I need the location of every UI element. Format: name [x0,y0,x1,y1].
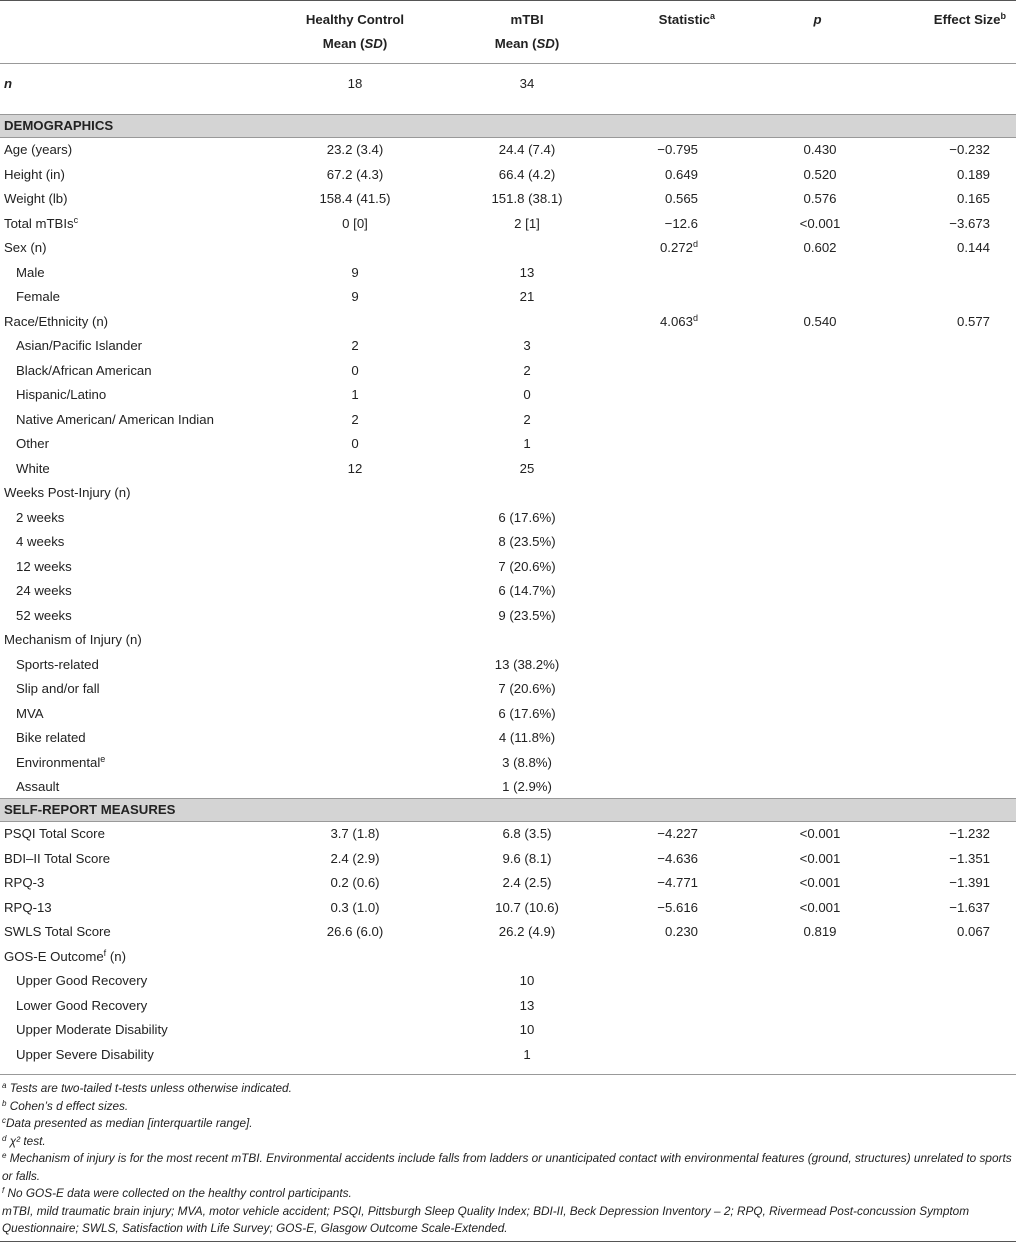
row-label-text: SWLS Total Score [4,924,111,939]
end-rule [0,1241,1016,1242]
p-value: 0.540 [803,313,837,329]
table-row [0,920,1016,944]
table-row [0,432,1016,456]
n-row [0,72,1016,96]
footnote-text: mTBI, mild traumatic brain injury; MVA, motor vehicle accident; PSQI, Pittsburgh Sleep Quality Index; BDI-II, Beck Depression Inventory – 2; RPQ, Rivermead Post-concussion Symptom Questionnaire; SWLS, Satisfaction with Life Survey; GOS-E, Glasgow Outcome Scale-Extended. [2,1203,970,1235]
p-value: <0.001 [799,875,841,890]
statistic-text: 4.063 [659,313,693,329]
row-label-text: Race/Ethnicity (n) [4,313,109,329]
healthy-control-value: 2 [351,411,359,427]
row-label-text: Height (in) [4,166,65,182]
healthy-control-value: 0 [351,436,359,451]
table-row [0,383,1016,407]
footnote-text: Cohen’s d effect sizes. [6,1098,129,1113]
row-label-text: Mechanism of Injury (n) [4,632,142,647]
section-self-report: SELF-REPORT MEASURES [0,798,1016,822]
mtbi-value: 7 (20.6%) [498,681,556,696]
effect-size-value: −0.232 [949,142,990,157]
table-row [0,1018,1016,1042]
table-row [0,359,1016,383]
row-label [4,628,142,652]
table-row [0,138,1016,162]
row-label-text: Native American/ American Indian [16,411,214,427]
row-label [16,359,152,383]
row-label [16,457,50,481]
mtbi-value: 66.4 (4.2) [498,166,556,182]
row-label-text: Slip and/or fall [16,681,100,696]
p-value: 0.602 [803,240,837,255]
mtbi-value: 26.2 (4.9) [498,924,556,939]
row-label-text: Sports-related [16,656,99,672]
footnote-mark: b [2,1098,7,1108]
row-label-text: Sex (n) [4,240,47,255]
mtbi-value: 2 [1] [514,215,540,231]
row-label-text: Bike related [16,730,86,745]
footnote [2,1203,1012,1238]
row-label-text: Upper Good Recovery [16,973,148,988]
header-healthy-control-sub: Mean (SD) [322,36,388,51]
row-label-text: Hispanic/Latino [16,387,107,402]
row-label [16,677,100,701]
effect-size-value: −1.232 [949,826,990,841]
mtbi-value: 9 (23.5%) [498,607,556,623]
row-label [16,604,72,628]
row-label [4,896,52,920]
row-label-text: White [16,460,50,476]
row-label-footnote-mark: f [103,947,107,958]
row-label-text: Total mTBIs [4,215,74,231]
mtbi-value: 13 [519,264,535,280]
row-label-text: Assault [16,779,60,794]
mtbi-value: 151.8 (38.1) [491,191,563,206]
table-row [0,969,1016,993]
mtbi-value: 2.4 (2.5) [502,875,552,890]
table-row [0,261,1016,285]
header-mtbi [462,8,592,56]
statistic-text: −12.6 [664,215,698,231]
p-value: <0.001 [799,215,841,231]
statistic-value [600,212,698,236]
healthy-control-value: 0.2 (0.6) [330,875,380,890]
header-p: p [813,12,822,27]
mtbi-value: 10 [519,1022,535,1037]
table-row [0,555,1016,579]
row-label-text: Upper Moderate Disability [16,1022,168,1037]
healthy-control-value: 158.4 (41.5) [319,191,391,206]
statistic-text: 0.565 [664,191,698,206]
table-row [0,726,1016,750]
healthy-control-value: 2.4 (2.9) [330,850,380,866]
effect-size-value: 0.067 [956,924,990,939]
row-label [4,212,78,236]
statistic-footnote-mark: d [692,312,698,323]
table-row [0,579,1016,603]
row-label-text: Age (years) [4,142,73,157]
effect-size-value: −1.391 [949,875,990,890]
table-row [0,822,1016,846]
row-label-suffix: (n) [106,948,126,964]
row-label [16,261,45,285]
table-row [0,187,1016,211]
mtbi-value: 3 [523,338,531,353]
row-label [16,1043,154,1067]
mtbi-value: 1 [523,436,531,451]
table-row [0,847,1016,871]
statistic-text: −4.227 [657,826,698,841]
table-row [0,653,1016,677]
effect-size-value: 0.189 [956,166,990,182]
healthy-control-value: 12 [347,460,363,476]
row-label-text: 2 weeks [16,509,65,525]
row-label [4,822,105,846]
mtbi-value: 4 (11.8%) [498,730,556,745]
table-row [0,212,1016,236]
row-label-text: RPQ-3 [4,875,45,890]
table-row [0,945,1016,969]
row-label-text: Black/African American [16,362,152,378]
row-label [4,138,72,162]
mtbi-value: 1 [523,1046,531,1062]
header-mtbi-sub: Mean (SD) [494,36,560,51]
p-value: <0.001 [799,826,841,841]
footnote [2,1098,1012,1116]
mtbi-value: 6 (17.6%) [498,509,556,525]
effect-size-value: −3.673 [949,215,990,231]
table-row [0,310,1016,334]
row-label-text: BDI–II Total Score [4,850,111,866]
row-label [16,775,59,799]
mtbi-value: 13 (38.2%) [494,656,560,672]
footnote [2,1150,1012,1185]
table-row [0,285,1016,309]
row-label [4,871,44,895]
mtbi-value: 1 (2.9%) [502,779,552,794]
table-footnotes [2,1080,1012,1238]
healthy-control-value: 23.2 (3.4) [326,142,384,157]
row-label-text: Asian/Pacific Islander [16,338,143,353]
table-row [0,702,1016,726]
statistic-text: −4.636 [657,850,698,866]
statistic-text: −0.795 [657,142,698,157]
row-label-text: 12 weeks [16,558,72,574]
statistic-value [600,187,698,211]
header-effect-size: Effect Size$^b$ [933,11,1006,27]
effect-size-value: −1.637 [949,899,990,915]
p-value: 0.430 [803,142,837,157]
mtbi-value: 10.7 (10.6) [495,899,559,915]
statistic-value [600,871,698,895]
mtbi-value: 25 [519,460,535,476]
row-label-text: 4 weeks [16,534,65,549]
header-healthy-control-title: Healthy Control [305,12,405,27]
row-label [4,920,111,944]
row-label-text: Male [16,264,45,280]
table-row [0,236,1016,260]
statistic-value [600,138,698,162]
footnote [2,1133,1012,1151]
row-label-text: Weight (lb) [4,191,68,206]
row-label [4,163,65,187]
mtbi-value: 6 (14.7%) [498,583,556,598]
row-label-text: Female [16,289,60,304]
mtbi-value: 7 (20.6%) [498,558,556,574]
effect-size-value: 0.165 [956,191,990,206]
row-label [16,555,72,579]
footnote [2,1185,1012,1203]
table-row [0,994,1016,1018]
healthy-control-value: 67.2 (4.3) [326,166,384,182]
p-value: <0.001 [799,850,841,866]
statistic-value [600,920,698,944]
mtbi-value: 21 [519,289,535,304]
n-label: n [4,76,13,91]
n-healthy-control: 18 [347,76,363,91]
top-rule [0,0,1016,1]
mtbi-value: 2 [523,411,531,427]
table-row [0,604,1016,628]
effect-size-value: −1.351 [949,850,990,866]
effect-size-value: 0.577 [956,313,990,329]
row-label [16,726,86,750]
healthy-control-value: 0 [0] [342,215,368,231]
statistic-footnote-mark: d [692,239,698,249]
mtbi-value: 3 (8.8%) [502,754,552,770]
healthy-control-value: 2 [351,338,359,353]
table-row [0,506,1016,530]
row-label [16,751,105,775]
healthy-control-value: 1 [351,387,359,402]
row-label [16,334,142,358]
header-rule [0,63,1016,64]
row-label-text: Other [16,436,49,451]
row-label [16,653,99,677]
footnote [2,1080,1012,1098]
row-label-text: 24 weeks [16,583,72,598]
statistic-value [600,163,698,187]
mtbi-value: 9.6 (8.1) [502,850,552,866]
header-healthy-control [290,8,420,56]
n-mtbi: 34 [519,76,535,91]
row-label-text: GOS-E Outcome [4,948,104,964]
row-label [16,408,214,432]
footnote-mark: f [2,1186,5,1195]
mtbi-value: 24.4 (7.4) [498,142,556,157]
table-row [0,775,1016,799]
statistic-value [600,847,698,871]
statistic-text: 0.649 [664,166,698,182]
row-label-footnote-mark: c [73,214,79,225]
table-row [0,408,1016,432]
row-label [16,530,64,554]
row-label [16,579,72,603]
mtbi-value: 13 [519,997,535,1013]
header-mtbi-title: mTBI [510,12,544,27]
row-label-text: Environmental [16,754,101,770]
row-label-text: MVA [16,705,44,721]
healthy-control-value: 0.3 (1.0) [330,899,380,915]
effect-size-value: 0.144 [956,240,990,255]
mtbi-value: 6 (17.6%) [498,705,556,721]
row-label [16,383,106,407]
healthy-control-value: 9 [351,289,359,304]
healthy-control-value: 3.7 (1.8) [330,826,380,841]
healthy-control-value: 9 [351,264,359,280]
row-label-text: Weeks Post-Injury (n) [4,485,131,500]
footnote-mark: a [2,1081,7,1090]
table-header [0,8,1016,64]
statistic-text: −5.616 [657,899,698,915]
p-value: 0.819 [803,924,837,939]
row-label [4,945,126,969]
row-label [16,506,64,530]
footnote-text: Data presented as median [interquartile range]. [6,1116,253,1130]
statistic-value [600,310,698,334]
table-row [0,481,1016,505]
row-label [16,969,147,993]
footnote-mark: c [2,1116,6,1125]
header-statistic: Statistic$^a$ [658,11,715,27]
healthy-control-value: 0 [351,362,359,378]
table-row [0,1043,1016,1067]
footnote [2,1115,1012,1133]
footnote-text: χ² test. [6,1133,46,1148]
table-row [0,751,1016,775]
row-label [16,285,60,309]
bottom-rule [0,1074,1016,1075]
section-demographics: DEMOGRAPHICS [0,114,1016,138]
footnote-mark: d [2,1133,7,1143]
row-label-text: Lower Good Recovery [16,997,148,1013]
row-label-text: PSQI Total Score [4,826,105,841]
row-label [16,432,49,456]
table-row [0,628,1016,652]
statistic-text: 0.230 [664,924,698,939]
table-row [0,871,1016,895]
row-label-text: 52 weeks [16,607,72,623]
row-label-text: RPQ-13 [4,899,52,915]
statistic-value [600,236,698,260]
row-label-footnote-mark: e [100,753,106,764]
row-label [4,187,68,211]
mtbi-value: 2 [523,362,531,378]
row-label [4,847,110,871]
row-label [4,310,108,334]
healthy-control-value: 26.6 (6.0) [326,924,384,939]
mtbi-value: 8 (23.5%) [498,534,556,549]
mtbi-value: 0 [523,387,531,402]
table-row [0,677,1016,701]
statistic-value [600,822,698,846]
p-value: 0.520 [803,166,837,182]
row-label-text: Upper Severe Disability [16,1046,154,1062]
footnote-text: Mechanism of injury is for the most recent mTBI. Environmental accidents include falls from ladders or unanticipated contact with environmental features (ground, structures) unrelated to sports or falls. [2,1151,1012,1183]
mtbi-value: 6.8 (3.5) [502,826,552,841]
table-row [0,334,1016,358]
table-row [0,896,1016,920]
mtbi-value: 10 [519,973,535,988]
row-label [4,236,47,260]
p-value: 0.576 [803,191,837,206]
statistic-text: −4.771 [657,875,698,890]
table-row [0,530,1016,554]
footnote-mark: e [2,1151,7,1160]
row-label [16,702,44,726]
table-row [0,457,1016,481]
footnote-text: Tests are two-tailed t-tests unless otherwise indicated. [6,1081,292,1095]
table-row [0,163,1016,187]
statistic-value [600,896,698,920]
row-label [4,481,131,505]
row-label [16,1018,168,1042]
p-value: <0.001 [799,899,841,915]
statistic-text: 0.272 [659,240,693,255]
row-label [16,994,147,1018]
footnote-text: No GOS-E data were collected on the healthy control participants. [4,1186,352,1200]
